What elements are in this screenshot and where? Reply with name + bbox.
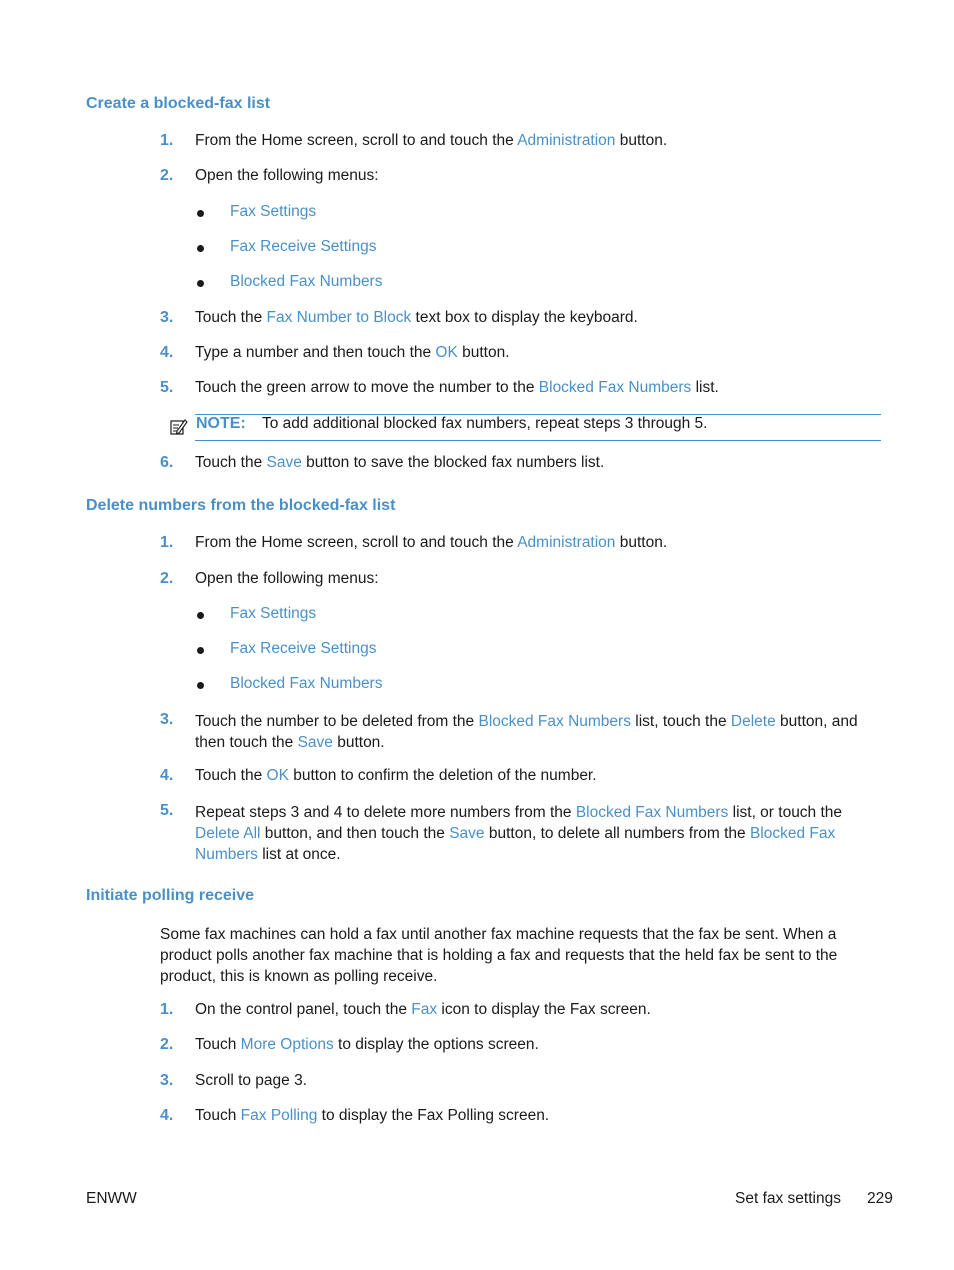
ui-term: Blocked Fax Numbers (478, 713, 631, 730)
step-number: 1. (160, 1001, 174, 1018)
step-text: Touch the Save button to save the blocked fax numbers list. (195, 454, 605, 471)
footer-left: ENWW (86, 1190, 137, 1207)
step-number: 2. (160, 167, 174, 184)
step-number: 2. (160, 1036, 174, 1053)
step-number: 1. (160, 534, 174, 551)
ui-term: Fax Polling (240, 1107, 318, 1124)
step-text: Scroll to page 3. (195, 1072, 308, 1089)
bullet (197, 612, 204, 619)
footer-section: Set fax settings (735, 1190, 841, 1207)
step-number: 5. (160, 379, 174, 396)
step-text: Repeat steps 3 and 4 to delete more numbers from the Blocked Fax Numbers list, or touch the Delete All button, and then touch the Save button, to delete all numbers from the Blocked Fax Numbers list at once. (195, 804, 843, 863)
menu-item: Blocked Fax Numbers (230, 675, 383, 692)
step-text: From the Home screen, scroll to and touch the Administration button. (195, 132, 668, 149)
ui-term: Delete (730, 713, 776, 730)
bullet (197, 682, 204, 689)
menu-item: Fax Receive Settings (230, 238, 377, 255)
step-number: 6. (160, 454, 174, 471)
page-number: 229 (867, 1190, 893, 1207)
note-text: To add additional blocked fax numbers, repeat steps 3 through 5. (262, 415, 708, 432)
step-text: Touch Fax Polling to display the Fax Polling screen. (195, 1107, 550, 1124)
ui-term: Save (297, 734, 333, 751)
ui-term: OK (435, 344, 458, 361)
step-number: 2. (160, 570, 174, 587)
step-text: Type a number and then touch the OK button. (195, 344, 510, 361)
note-pencil-icon (169, 417, 189, 437)
ui-term: Save (266, 454, 302, 471)
menu-item: Fax Receive Settings (230, 640, 377, 657)
step-text: Touch the green arrow to move the number to the Blocked Fax Numbers list. (195, 379, 719, 396)
ui-term: OK (266, 767, 289, 784)
ui-term: Blocked Fax Numbers (195, 825, 836, 863)
step-text: Touch the number to be deleted from the Blocked Fax Numbers list, touch the Delete button, and then touch the Save button. (195, 713, 858, 751)
step-text: From the Home screen, scroll to and touch the Administration button. (195, 534, 668, 551)
step-number: 4. (160, 344, 174, 361)
ui-term: Blocked Fax Numbers (575, 804, 729, 821)
ui-term: Administration (517, 534, 616, 551)
ui-term: Fax (411, 1001, 438, 1018)
step-number: 5. (160, 802, 174, 819)
menu-item: Fax Settings (230, 605, 317, 622)
ui-term: Administration (517, 132, 616, 149)
note-label: NOTE: (196, 415, 246, 432)
bullet (197, 210, 204, 217)
bullet (197, 280, 204, 287)
step-number: 1. (160, 132, 174, 149)
bullet (197, 245, 204, 252)
step-text: Touch More Options to display the options screen. (195, 1036, 539, 1053)
ui-term: Fax Number to Block (266, 309, 412, 326)
ui-term: Blocked Fax Numbers (538, 379, 692, 396)
section-heading: Create a blocked-fax list (86, 95, 271, 112)
step-text: Touch the OK button to confirm the deletion of the number. (195, 767, 597, 784)
step-number: 4. (160, 767, 174, 784)
intro-paragraph: Some fax machines can hold a fax until another fax machine requests that the fax be sent. When a product polls another fax machine that is holding a fax and requests that the held fax be sent to the product, this is known as polling receive. (160, 926, 838, 985)
menu-item: Fax Settings (230, 203, 317, 220)
note-bottom-rule (195, 440, 881, 441)
step-text: Open the following menus: (195, 570, 379, 587)
step-text: Open the following menus: (195, 167, 379, 184)
step-number: 4. (160, 1107, 174, 1124)
step-number: 3. (160, 711, 174, 728)
ui-term: Delete All (195, 825, 261, 842)
ui-term: More Options (240, 1036, 334, 1053)
section-heading: Initiate polling receive (86, 887, 255, 904)
bullet (197, 647, 204, 654)
step-number: 3. (160, 309, 174, 326)
step-number: 3. (160, 1072, 174, 1089)
menu-item: Blocked Fax Numbers (230, 273, 383, 290)
section-heading: Delete numbers from the blocked-fax list (86, 497, 396, 514)
ui-term: Save (449, 825, 485, 842)
step-text: On the control panel, touch the Fax icon to display the Fax screen. (195, 1001, 651, 1018)
step-text: Touch the Fax Number to Block text box to display the keyboard. (195, 309, 638, 326)
